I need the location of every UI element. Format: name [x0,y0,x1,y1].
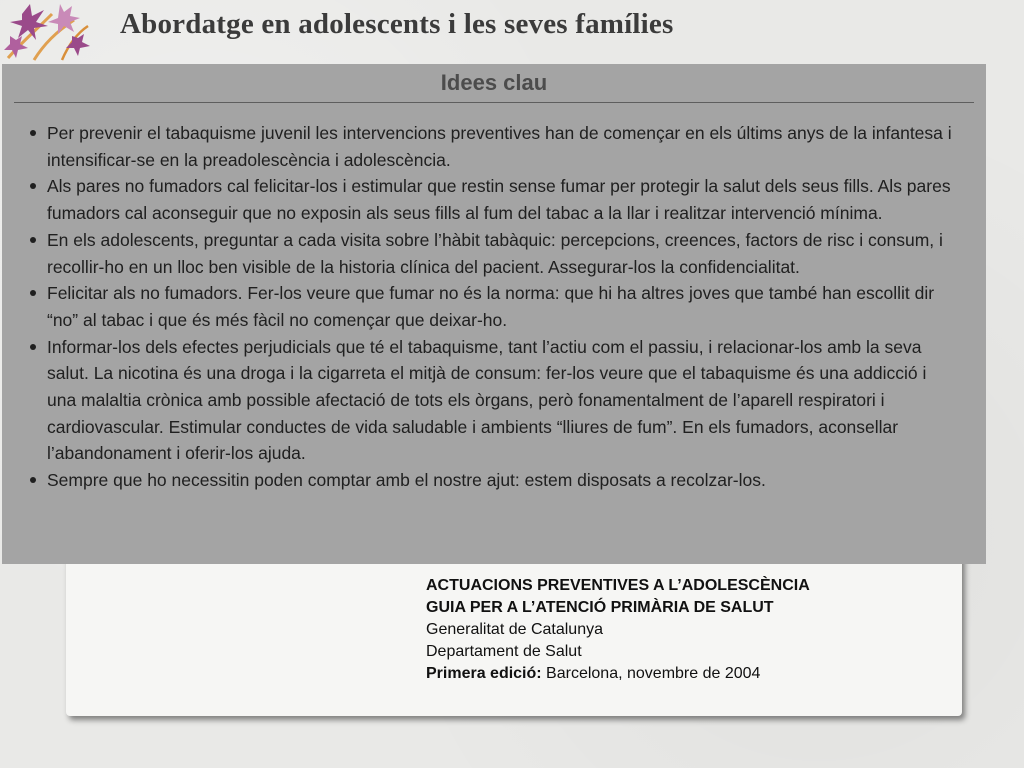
key-idea-text: Informar-los dels efectes perjudicials que té el tabaquisme, tant l’actiu com el passiu, i relacionar-los amb la seva salut. La nicotina és una droga i la cigarreta el mitjà de consum: fer-los veure que el tabaquisme és una addicció i una malaltia crònica amb possible afectació de tots els òrgans, però fonamentalment de l’aparell respiratori i cardiovascular. Estimular conductes de vida saludable i ambients “lliures de fum”. En els fumadors, aconsellar l’abandonament i oferir-los ajuda. [47,336,927,464]
key-idea-text: Sempre que ho necessitin poden comptar amb el nostre ajut: estem disposats a recolzar-los. [47,470,766,491]
bullet-icon [30,344,36,350]
bullet-icon [30,130,36,136]
heading-divider [14,102,974,103]
key-ideas-list [30,120,960,494]
bullet-icon [30,237,36,243]
citation-title: ACTUACIONS PREVENTIVES A L’ADOLESCÈNCIA [426,577,810,594]
bullet-icon [30,290,36,296]
key-idea-item [30,334,960,468]
citation-department: Departament de Salut [426,643,582,660]
bullet-icon [30,477,36,483]
key-idea-item [30,120,960,173]
key-idea-text: En els adolescents, preguntar a cada visita sobre l’hàbit tabàquic: percepcions, creences, factors de risc i consum, i recollir-ho en un lloc ben visible de la historia clínica del pacient. Assegurar-los la confidencialitat. [47,229,943,277]
citation-edition [426,663,946,685]
flower-logo-icon [0,0,96,62]
source-citation [426,575,946,685]
bullet-icon [30,183,36,189]
edition-value: Barcelona, novembre de 2004 [541,665,761,682]
key-idea-item [30,227,960,280]
citation-subtitle: GUIA PER A L’ATENCIÓ PRIMÀRIA DE SALUT [426,599,774,616]
key-idea-item [30,467,960,494]
citation-publisher: Generalitat de Catalunya [426,621,603,638]
key-ideas-panel [2,64,986,564]
key-idea-text: Felicitar als no fumadors. Fer-los veure que fumar no és la norma: que hi ha altres joves que també han escollit dir “no” al tabac i que és més fàcil no començar que deixar-ho. [47,283,935,330]
key-idea-item [30,173,960,226]
page-title: Abordatge en adolescents i les seves famílies [120,8,674,40]
key-ideas-heading: Idees clau [440,70,548,95]
key-idea-text: Als pares no fumadors cal felicitar-los i estimular que restin sense fumar per protegir la salut dels seus fills. Als pares fumadors cal aconseguir que no exposin als seus fills al fum del tabac a la llar i realitzar intervenció mínima. [47,176,951,224]
key-idea-item [30,280,960,333]
key-idea-text: Per prevenir el tabaquisme juvenil les intervencions preventives han de començar en els últims anys de la infantesa i intensificar-se en la preadolescència i adolescència. [47,123,952,170]
edition-label: Primera edició: [426,665,542,682]
